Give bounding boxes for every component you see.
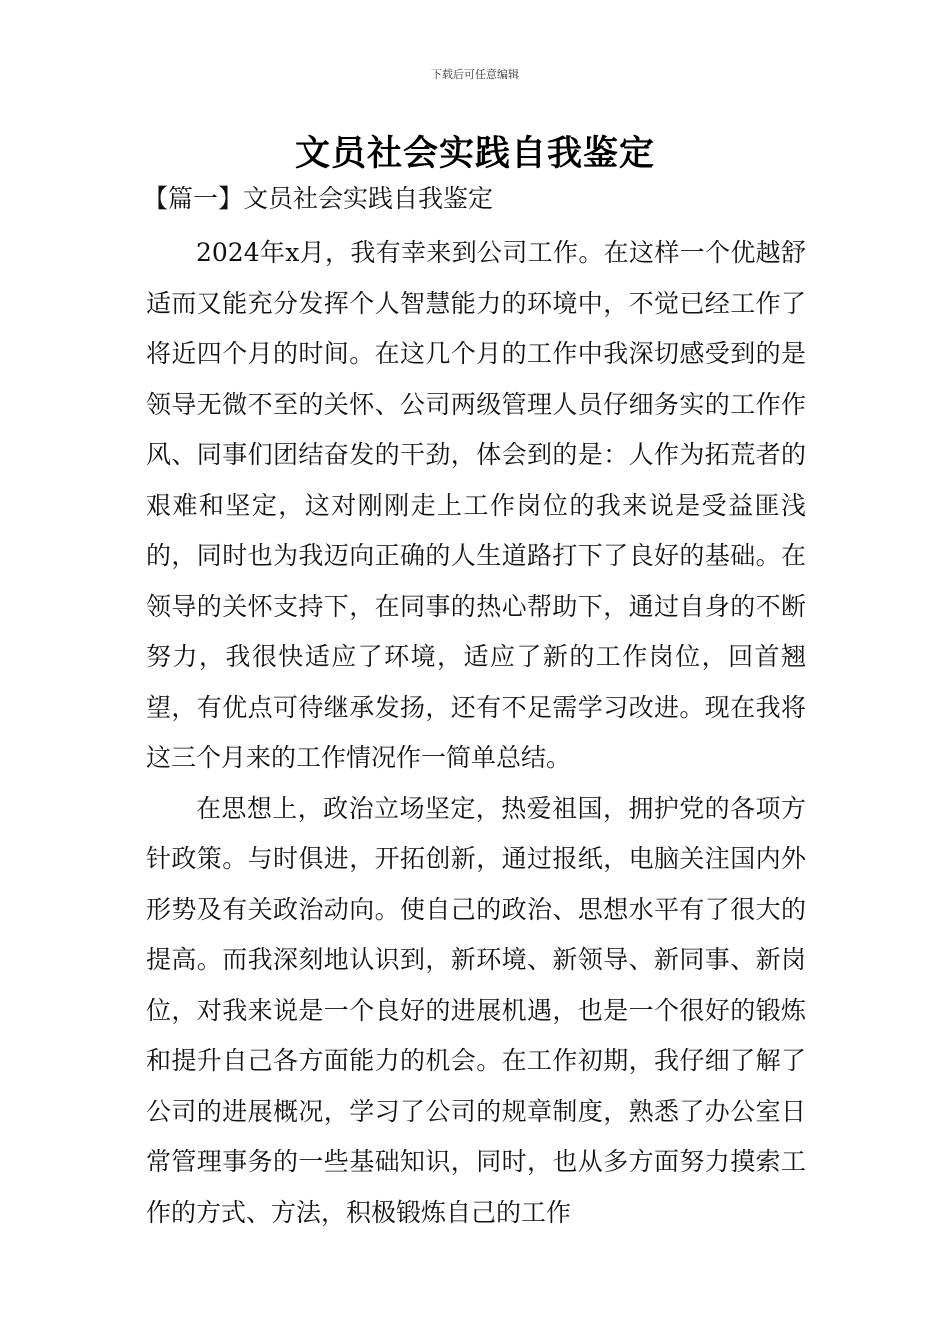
section-heading: 【篇一】文员社会实践自我鉴定 xyxy=(143,184,494,213)
document-body xyxy=(146,228,806,1238)
body-paragraph-1: 2024年x月，我有幸来到公司工作。在这样一个优越舒适而又能充分发挥个人智慧能力的环境中，不觉已经工作了将近四个月的时间。在这几个月的工作中我深切感受到的是领导无微不至的关怀、公司两级管理人员仔细务实的工作作风、同事们团结奋发的干劲，体会到的是：人作为拓荒者的艰难和坚定，这对刚刚走上工作岗位的我来说是受益匪浅的，同时也为我迈向正确的人生道路打下了良好的基础。在领导的关怀支持下，在同事的热心帮助下，通过自身的不断努力，我很快适应了环境，适应了新的工作岗位，回首翘望，有优点可待继承发扬，还有不足需学习改进。现在我将这三个月来的工作情况作一简单总结。 xyxy=(146,238,806,772)
page-header-note: 下载后可任意编辑 xyxy=(431,68,519,81)
body-paragraph-2: 在思想上，政治立场坚定，热爱祖国，拥护党的各项方针政策。与时俱进，开拓创新，通过报纸，电脑关注国内外形势及有关政治动向。使自己的政治、思想水平有了很大的提高。而我深刻地认识到，新环境、新领导、新同事、新岗位，对我来说是一个良好的进展机遇，也是一个很好的锻炼和提升自己各方面能力的机会。在工作初期，我仔细了解了公司的进展概况，学习了公司的规章制度，熟悉了办公室日常管理事务的一些基础知识，同时，也从多方面努力摸索工作的方式、方法，积极锻炼自己的工作 xyxy=(146,793,806,1227)
document-title: 文员社会实践自我鉴定 xyxy=(294,134,655,174)
